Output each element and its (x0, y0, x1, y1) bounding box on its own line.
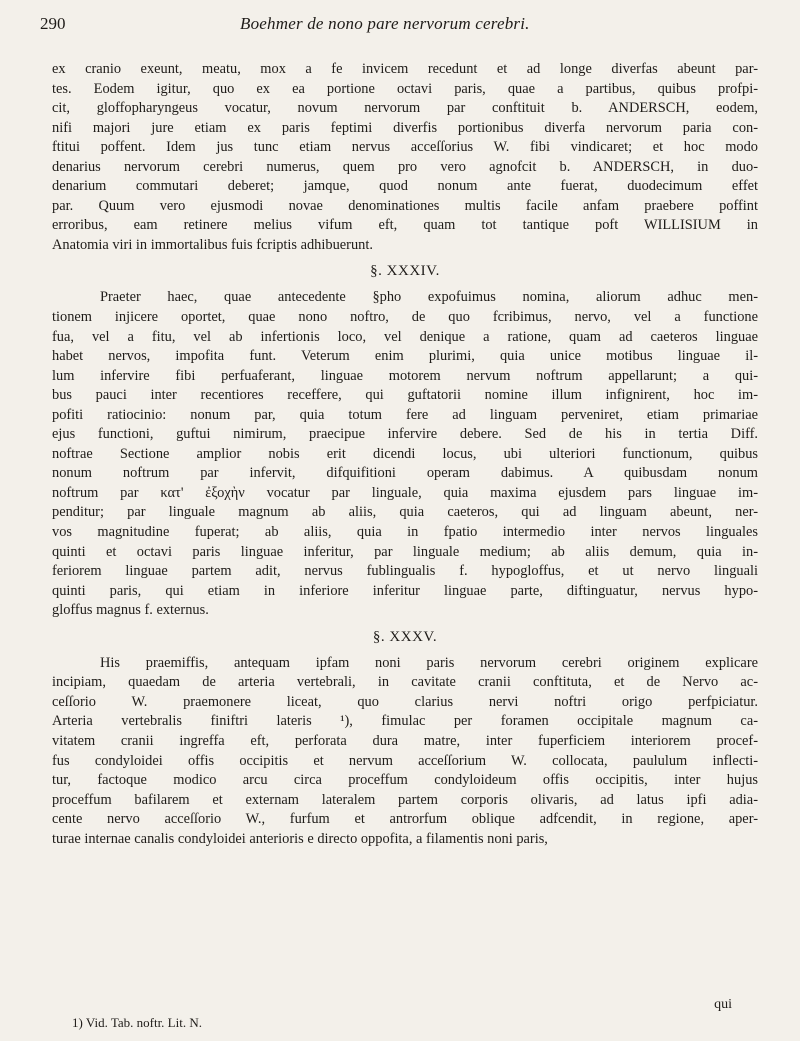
main-text (52, 60, 758, 849)
text-line: denarius nervorum cerebri numerus, quem pro vero agnofcit b. ANDERSCH, in duo- (52, 158, 758, 175)
text-line: cit, gloffopharyngeus vocatur, novum nervorum par conftituit b. ANDERSCH, eodem, (52, 100, 758, 117)
text-line: incipiam, quaedam de arteria vertebrali, in cavitate cranii conftituta, et de Nervo ac- (52, 674, 758, 691)
paragraph-3 (52, 654, 758, 849)
text-line: Arteria vertebralis finiftri lateris ¹), fimulac per foramen occipitale magnum ca- (52, 713, 758, 730)
section-heading-35: §. XXXV. (372, 628, 438, 645)
text-line: vos magnitudine fuperat; ab aliis, quia in fpatio intermedio inter nervos linguales (52, 524, 758, 541)
text-line: bus pauci inter recentiores receffere, qui guftatorii nomine illum infignirent, hoc im- (52, 387, 758, 404)
running-title: Boehmer de nono pare nervorum cerebri. (240, 14, 530, 33)
page-number: 290 (40, 14, 66, 33)
text-line: noftrae Sectione amplior nobis erit dicendi locus, ubi ulteriori functionum, quibus (52, 445, 758, 462)
text-line: turae internae canalis condyloidei anterioris e directo oppofita, a filamentis noni paris, (52, 830, 548, 847)
text-line: tur, factoque modico arcu circa proceffum condyloideum offis occipitis, inter hujus (52, 772, 758, 789)
text-line: habet nervos, impofita funt. Veterum enim plurimi, quia unice motibus linguae il- (52, 348, 758, 365)
text-line: fua, vel a fitu, vel ab infertionis loco, vel denique a ratione, quam ad caeteros linguae (52, 328, 758, 345)
text-line: Anatomia viri in immortalibus fuis fcriptis adhibuerunt. (52, 236, 373, 253)
text-line: cente nervo acceſſorio W., furfum et antrorfum oblique adfcendit, in regione, aper- (52, 811, 758, 828)
text-line: ex cranio exeunt, meatu, mox a fe invicem recedunt et ad longe diverfas abeunt par- (52, 61, 758, 77)
text-line: erroribus, eam retinere melius vifum eft, quam tot tantique poft WILLISIUM in (52, 217, 758, 234)
text-line: quinti et octavi paris linguae inferitur, par linguale medium; ab aliis demum, quia in- (52, 543, 758, 560)
text-line: proceffum bafilarem et externam lateralem partem corporis olivaris, ad latus ipfi adia- (52, 791, 758, 808)
paragraph-1 (52, 60, 758, 255)
text-line: tionem injicere oportet, quae nono noftro, de quo fcribimus, nervo, vel a functione (52, 309, 758, 326)
text-line: par. Quum vero ejusmodi novae denominationes multis facile anfam praebere poffint (52, 197, 758, 214)
text-line: fus condyloidei offis occipitis et nervum acceſſorium W. collocata, paululum inflecti- (52, 752, 758, 769)
text-line: tes. Eodem igitur, quo ex ea portione octavi paris, quae a partibus, quibus profpi- (52, 80, 758, 97)
text-line: Praeter haec, quae antecedente §pho expofuimus nomina, aliorum adhuc men- (100, 289, 758, 306)
text-line: ejus functioni, guftui nimirum, praecipue infervire debere. Sed de his in tertia Diff. (52, 426, 758, 443)
footnote: 1) Vid. Tab. noftr. Lit. N. (72, 1015, 202, 1030)
text-line: penditur; par linguale magnum ab aliis, quia caeteros, qui ad linguam abeunt, ner- (52, 504, 758, 521)
page-header (40, 14, 760, 38)
text-line: denarium commutari deberet; jamque, quod nonum ante fuerat, duodecimum effet (52, 178, 758, 195)
text-line: lum infervire fibi perfuaferant, linguae motorem nervum noftrum appellarunt; a qui- (52, 367, 758, 384)
text-line: nifi majori jure etiam ex paris feptimi diverfis portionibus diverfa nervorum paria con- (52, 119, 758, 136)
paragraph-2 (52, 288, 758, 620)
text-line: vitatem cranii ingreffa eft, perforata dura matre, inter fuperficiem interiorem procef- (52, 732, 758, 749)
text-line: gloffus magnus f. externus. (52, 602, 209, 619)
text-line: noftrum par κατ' ἐξοχὴν vocatur par linguale, quia maxima ejusdem pars linguae im- (52, 484, 758, 501)
text-line: quinti paris, qui etiam in inferiore inferitur linguae parte, diftinguatur, nervus hypo- (52, 582, 758, 599)
section-heading-34: §. XXXIV. (370, 263, 440, 280)
text-line: feriorem linguae partem adit, nervus fublingualis f. hypogloffus, et ut nervo linguali (52, 563, 758, 580)
text-line: nonum noftrum par infervit, difquifitioni operam dabimus. A quibusdam nonum (52, 465, 758, 482)
text-line: pofiti ratiocinio: nonum par, quia totum fere ad linguam perveniret, etiam primariae (52, 406, 758, 423)
text-line: ceſſorio W. praemonere liceat, quo clarius nervi noftri origo perfpiciatur. (52, 693, 758, 710)
catchword: qui (714, 997, 732, 1012)
text-line: ftitui poffent. Idem jus tunc etiam nervus acceſſorius W. fibi vindicaret; et hoc modo (52, 139, 758, 156)
text-line: His praemiffis, antequam ipfam noni paris nervorum cerebri originem explicare (100, 654, 758, 671)
